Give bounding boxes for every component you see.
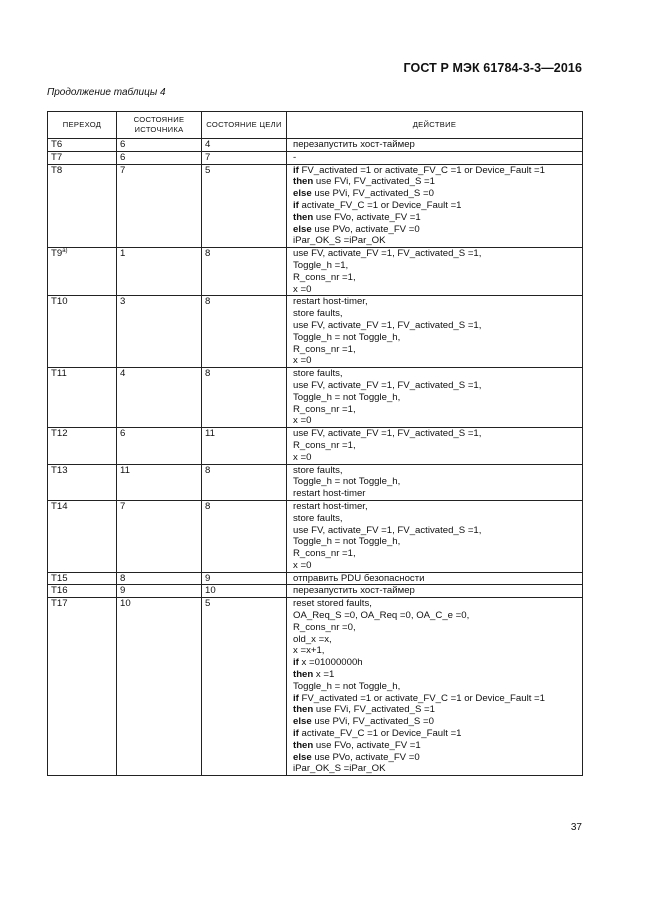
column-header-target-state: СОСТОЯНИЕ ЦЕЛИ (202, 112, 287, 139)
action-line (293, 308, 579, 320)
action-line (293, 669, 579, 681)
action-keyword: else (293, 716, 312, 728)
action-text: store faults, (293, 512, 343, 524)
action-text: use PVi, FV_activated_S =0 (311, 716, 434, 728)
cell-source-state: 1 (117, 248, 202, 296)
action-line (293, 200, 579, 212)
action-text: R_cons_nr =1, (293, 271, 356, 283)
table-body (48, 139, 583, 776)
action-line (293, 235, 579, 247)
action-text: перезапустить хост-таймер (293, 139, 415, 150)
cell-target-state: 8 (202, 296, 287, 368)
action-text: store faults, (293, 368, 343, 380)
action-line (293, 585, 579, 597)
cell-transition (48, 368, 117, 428)
table-row (48, 428, 583, 464)
action-line (293, 634, 579, 646)
table-row (48, 572, 583, 585)
action-line (293, 392, 579, 404)
table-row (48, 151, 583, 164)
action-text: reset stored faults, (293, 598, 372, 610)
cell-action (287, 598, 583, 776)
transition-label: T6 (51, 139, 63, 150)
action-line (293, 645, 579, 657)
action-line (293, 501, 579, 513)
action-line (293, 165, 579, 177)
action-text: store faults, (293, 308, 343, 320)
action-line (293, 368, 579, 380)
action-line (293, 404, 579, 416)
action-line (293, 332, 579, 344)
action-line (293, 622, 579, 634)
cell-target-state: 10 (202, 585, 287, 598)
cell-action (287, 151, 583, 164)
action-text: x =0 (293, 451, 312, 463)
action-text: use FVi, FV_activated_S =1 (313, 176, 435, 188)
action-text: x =01000000h (298, 657, 363, 669)
action-line (293, 740, 579, 752)
cell-source-state: 3 (117, 296, 202, 368)
table-row (48, 368, 583, 428)
page-number: 37 (570, 822, 582, 833)
action-line (293, 610, 579, 622)
cell-action (287, 428, 583, 464)
cell-target-state: 9 (202, 572, 287, 585)
action-text: iPar_OK_S =iPar_OK (293, 763, 386, 775)
action-text: R_cons_nr =1, (293, 403, 356, 415)
action-keyword: then (293, 211, 314, 223)
action-text: Toggle_h = not Toggle_h, (293, 476, 401, 488)
action-text: use PVo, activate_FV =0 (311, 751, 420, 763)
transition-label: T14 (51, 500, 68, 512)
cell-transition (48, 151, 117, 164)
cell-target-state: 8 (202, 464, 287, 500)
action-keyword: then (293, 176, 314, 188)
cell-source-state: 11 (117, 464, 202, 500)
transition-label: T11 (51, 368, 67, 380)
action-text: отправить PDU безопасности (293, 572, 425, 584)
transition-label: T9 (51, 248, 63, 260)
cell-transition (48, 139, 117, 152)
action-text: store faults, (293, 464, 343, 476)
action-text: FV_activated =1 or activate_FV_C =1 or Device_Fault =1 (298, 692, 545, 704)
action-text: restart host-timer (293, 488, 366, 500)
action-text: use FVi, FV_activated_S =1 (313, 704, 435, 716)
cell-source-state: 8 (117, 572, 202, 585)
table-row (48, 139, 583, 152)
cell-source-state: 6 (117, 151, 202, 164)
action-text: restart host-timer, (293, 500, 368, 512)
action-line (293, 573, 579, 585)
action-keyword: else (293, 751, 312, 763)
cell-target-state: 4 (202, 139, 287, 152)
action-keyword: if (293, 657, 299, 669)
action-line (293, 598, 579, 610)
table-row (48, 464, 583, 500)
action-text: use FV, activate_FV =1, FV_activated_S =1, (293, 428, 482, 440)
cell-action (287, 585, 583, 598)
action-text: activate_FV_C =1 or Device_Fault =1 (298, 728, 462, 740)
action-text: Toggle_h = not Toggle_h, (293, 331, 401, 343)
cell-transition (48, 572, 117, 585)
cell-transition (48, 248, 117, 296)
table-row (48, 164, 583, 248)
cell-transition (48, 500, 117, 572)
action-text: use FV, activate_FV =1, FV_activated_S =1, (293, 248, 482, 260)
action-line (293, 476, 579, 488)
action-line (293, 488, 579, 500)
action-line (293, 465, 579, 477)
cell-target-state: 7 (202, 151, 287, 164)
action-line (293, 525, 579, 537)
cell-action (287, 164, 583, 248)
action-line (293, 763, 579, 775)
action-line (293, 355, 579, 367)
action-line (293, 188, 579, 200)
cell-transition (48, 428, 117, 464)
action-text: use FV, activate_FV =1, FV_activated_S =1, (293, 319, 482, 331)
action-keyword: if (293, 728, 299, 740)
action-text: x =0 (293, 559, 312, 571)
transition-label: T8 (51, 164, 63, 176)
action-line (293, 344, 579, 356)
action-line (293, 560, 579, 572)
column-header-transition: ПЕРЕХОД (48, 112, 117, 139)
action-text: x =0 (293, 283, 312, 295)
action-text: x =1 (313, 669, 335, 681)
action-text: restart host-timer, (293, 296, 368, 308)
transition-label: T10 (51, 296, 68, 308)
action-text: use PVo, activate_FV =0 (311, 223, 420, 235)
action-line (293, 752, 579, 764)
action-text: R_cons_nr =1, (293, 343, 356, 355)
action-text: OA_Req_S =0, OA_Req =0, OA_C_e =0, (293, 610, 470, 622)
action-text: перезапустить хост-таймер (293, 585, 415, 597)
table-row (48, 598, 583, 776)
action-line (293, 212, 579, 224)
action-text: use FV, activate_FV =1, FV_activated_S =1, (293, 379, 482, 391)
cell-target-state: 8 (202, 368, 287, 428)
action-text: R_cons_nr =0, (293, 621, 356, 633)
cell-transition (48, 164, 117, 248)
action-line (293, 272, 579, 284)
cell-target-state: 8 (202, 248, 287, 296)
cell-transition (48, 585, 117, 598)
action-text: use FV, activate_FV =1, FV_activated_S =1, (293, 524, 482, 536)
action-text: - (293, 151, 297, 163)
action-line (293, 693, 579, 705)
action-keyword: then (293, 739, 314, 751)
action-line (293, 296, 579, 308)
action-line (293, 152, 579, 164)
cell-action (287, 464, 583, 500)
cell-action (287, 248, 583, 296)
action-keyword: else (293, 223, 312, 235)
action-text: Toggle_h =1, (293, 259, 349, 271)
cell-action (287, 139, 583, 152)
table-caption: Продолжение таблицы 4 (47, 87, 166, 98)
action-keyword: then (293, 669, 314, 681)
column-header-action: ДЕЙСТВИЕ (287, 112, 583, 139)
transition-label: T16 (51, 585, 68, 597)
action-line (293, 536, 579, 548)
action-keyword: if (293, 692, 299, 704)
action-line (293, 440, 579, 452)
cell-target-state: 5 (202, 164, 287, 248)
transitions-table (47, 111, 583, 776)
action-line (293, 704, 579, 716)
table-row (48, 296, 583, 368)
action-line (293, 428, 579, 440)
cell-target-state: 11 (202, 428, 287, 464)
action-keyword: if (293, 199, 299, 211)
column-header-source-state: СОСТОЯНИЕ ИСТОЧНИКА (117, 112, 202, 139)
table-row (48, 500, 583, 572)
table-row (48, 585, 583, 598)
action-text: use PVi, FV_activated_S =0 (311, 188, 434, 200)
action-text: x =0 (293, 415, 312, 427)
cell-source-state: 6 (117, 139, 202, 152)
cell-source-state: 4 (117, 368, 202, 428)
action-line (293, 224, 579, 236)
cell-source-state: 7 (117, 164, 202, 248)
action-text: old_x =x, (293, 633, 332, 645)
action-line (293, 320, 579, 332)
transition-label: T15 (51, 572, 68, 584)
cell-source-state: 6 (117, 428, 202, 464)
action-text: use FVo, activate_FV =1 (313, 211, 421, 223)
action-line (293, 728, 579, 740)
action-line (293, 415, 579, 427)
cell-transition (48, 598, 117, 776)
action-line (293, 139, 579, 151)
action-line (293, 452, 579, 464)
action-text: iPar_OK_S =iPar_OK (293, 235, 386, 247)
action-text: Toggle_h = not Toggle_h, (293, 391, 401, 403)
action-line (293, 716, 579, 728)
action-line (293, 176, 579, 188)
cell-source-state: 10 (117, 598, 202, 776)
action-text: FV_activated =1 or activate_FV_C =1 or Device_Fault =1 (298, 164, 545, 176)
cell-action (287, 368, 583, 428)
transition-label: T17 (51, 598, 68, 610)
footnote-marker: a) (62, 247, 68, 254)
action-keyword: if (293, 164, 299, 176)
action-text: R_cons_nr =1, (293, 439, 356, 451)
action-line (293, 548, 579, 560)
action-text: R_cons_nr =1, (293, 548, 356, 560)
action-text: x =x+1, (293, 645, 325, 657)
cell-transition (48, 464, 117, 500)
action-line (293, 681, 579, 693)
cell-action (287, 296, 583, 368)
action-line (293, 380, 579, 392)
action-text: Toggle_h = not Toggle_h, (293, 536, 401, 548)
cell-target-state: 8 (202, 500, 287, 572)
action-line (293, 513, 579, 525)
action-line (293, 657, 579, 669)
action-text: use FVo, activate_FV =1 (313, 739, 421, 751)
action-text: activate_FV_C =1 or Device_Fault =1 (298, 199, 462, 211)
table-row (48, 248, 583, 296)
table-header-row (48, 112, 583, 139)
document-header: ГОСТ Р МЭК 61784-3-3—2016 (403, 61, 582, 75)
cell-source-state: 9 (117, 585, 202, 598)
action-line (293, 260, 579, 272)
cell-target-state: 5 (202, 598, 287, 776)
action-line (293, 248, 579, 260)
action-text: Toggle_h = not Toggle_h, (293, 680, 401, 692)
cell-action (287, 500, 583, 572)
action-line (293, 284, 579, 296)
action-text: x =0 (293, 355, 312, 367)
transition-label: T7 (51, 151, 63, 163)
transition-label: T12 (51, 428, 68, 440)
transition-label: T13 (51, 464, 68, 476)
action-keyword: then (293, 704, 314, 716)
cell-transition (48, 296, 117, 368)
cell-source-state: 7 (117, 500, 202, 572)
action-keyword: else (293, 188, 312, 200)
cell-action (287, 572, 583, 585)
